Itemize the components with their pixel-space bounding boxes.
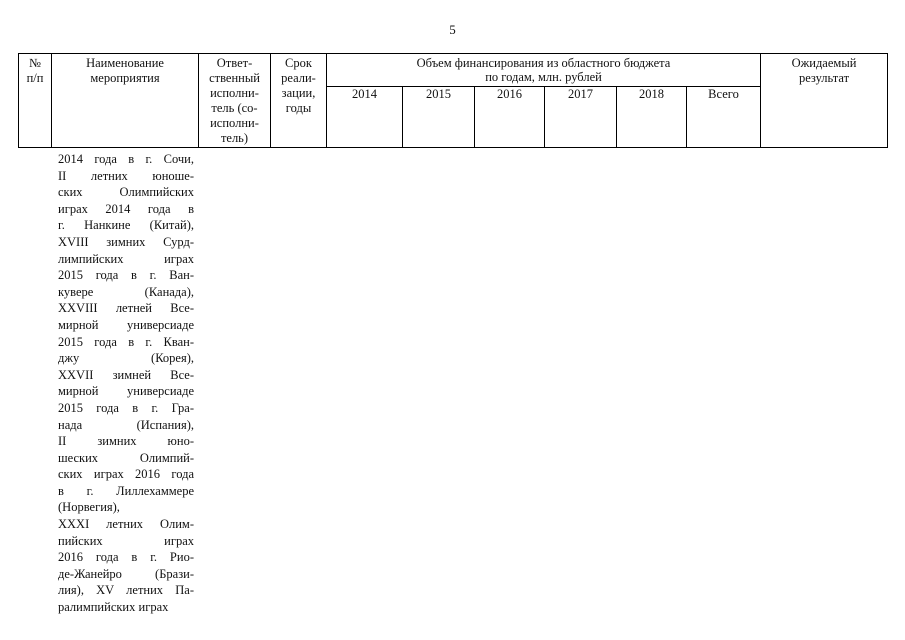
text-line: XXVII зимней Все-: [58, 367, 194, 382]
text-line: в г. Лиллехаммере: [58, 483, 194, 498]
text-line: играх 2014 года в: [58, 201, 194, 216]
text-line: г. Нанкине (Китай),: [58, 218, 194, 233]
col-name-header: Наименование мероприятия: [52, 54, 199, 148]
text-line: пийских играх: [58, 533, 194, 548]
col-result-header: Ожидаемый результат: [761, 54, 888, 148]
col-number-header: № п/п: [19, 54, 52, 148]
event-description-text: [58, 151, 194, 616]
text-line: 2015 года в г. Ван-: [58, 268, 194, 283]
text-line: ских Олимпийских: [58, 185, 194, 200]
text-line: II зимних юно-: [58, 434, 194, 449]
text-line: де-Жанейро (Брази-: [58, 566, 194, 581]
text-line: II летних юноше-: [58, 168, 194, 183]
text-line: мирной универсиаде: [58, 384, 194, 399]
text-line: 2016 года в г. Рио-: [58, 550, 194, 565]
year-2018-header: 2018: [617, 87, 687, 148]
col-executor-header: Ответ- ственный исполни- тель (со- исполни- тель): [199, 54, 271, 148]
text-line: XXXI летних Олим-: [58, 517, 194, 532]
col-term-header: Срок реали- зации, годы: [271, 54, 327, 148]
text-line: нада (Испания),: [58, 417, 194, 432]
text-line: 2014 года в г. Сочи,: [58, 152, 194, 166]
text-line: 2015 года в г. Гра-: [58, 400, 194, 415]
text-line: XXVIII летней Все-: [58, 301, 194, 316]
text-line: XVIII зимних Сурд-: [58, 234, 194, 249]
year-total-header: Всего: [687, 87, 761, 148]
year-2017-header: 2017: [545, 87, 617, 148]
text-line: шеских Олимпий-: [58, 450, 194, 465]
page-number: 5: [449, 22, 456, 37]
text-line: (Норвегия),: [58, 500, 120, 515]
year-2016-header: 2016: [475, 87, 545, 148]
text-line: лия), XV летних Па-: [58, 583, 194, 598]
text-line: лимпийских играх: [58, 251, 194, 266]
text-line: ралимпийских играх: [58, 600, 169, 615]
year-2014-header: 2014: [327, 87, 403, 148]
col-funding-header: Объем финансирования из областного бюджета по годам, млн. рублей: [327, 54, 761, 87]
text-line: 2015 года в г. Кван-: [58, 334, 194, 349]
program-table-header: [18, 53, 888, 148]
text-line: мирной универсиаде: [58, 317, 194, 332]
text-line: джу (Корея),: [58, 351, 194, 366]
text-line: кувере (Канада),: [58, 284, 194, 299]
text-line: ских играх 2016 года: [58, 467, 194, 482]
year-2015-header: 2015: [403, 87, 475, 148]
